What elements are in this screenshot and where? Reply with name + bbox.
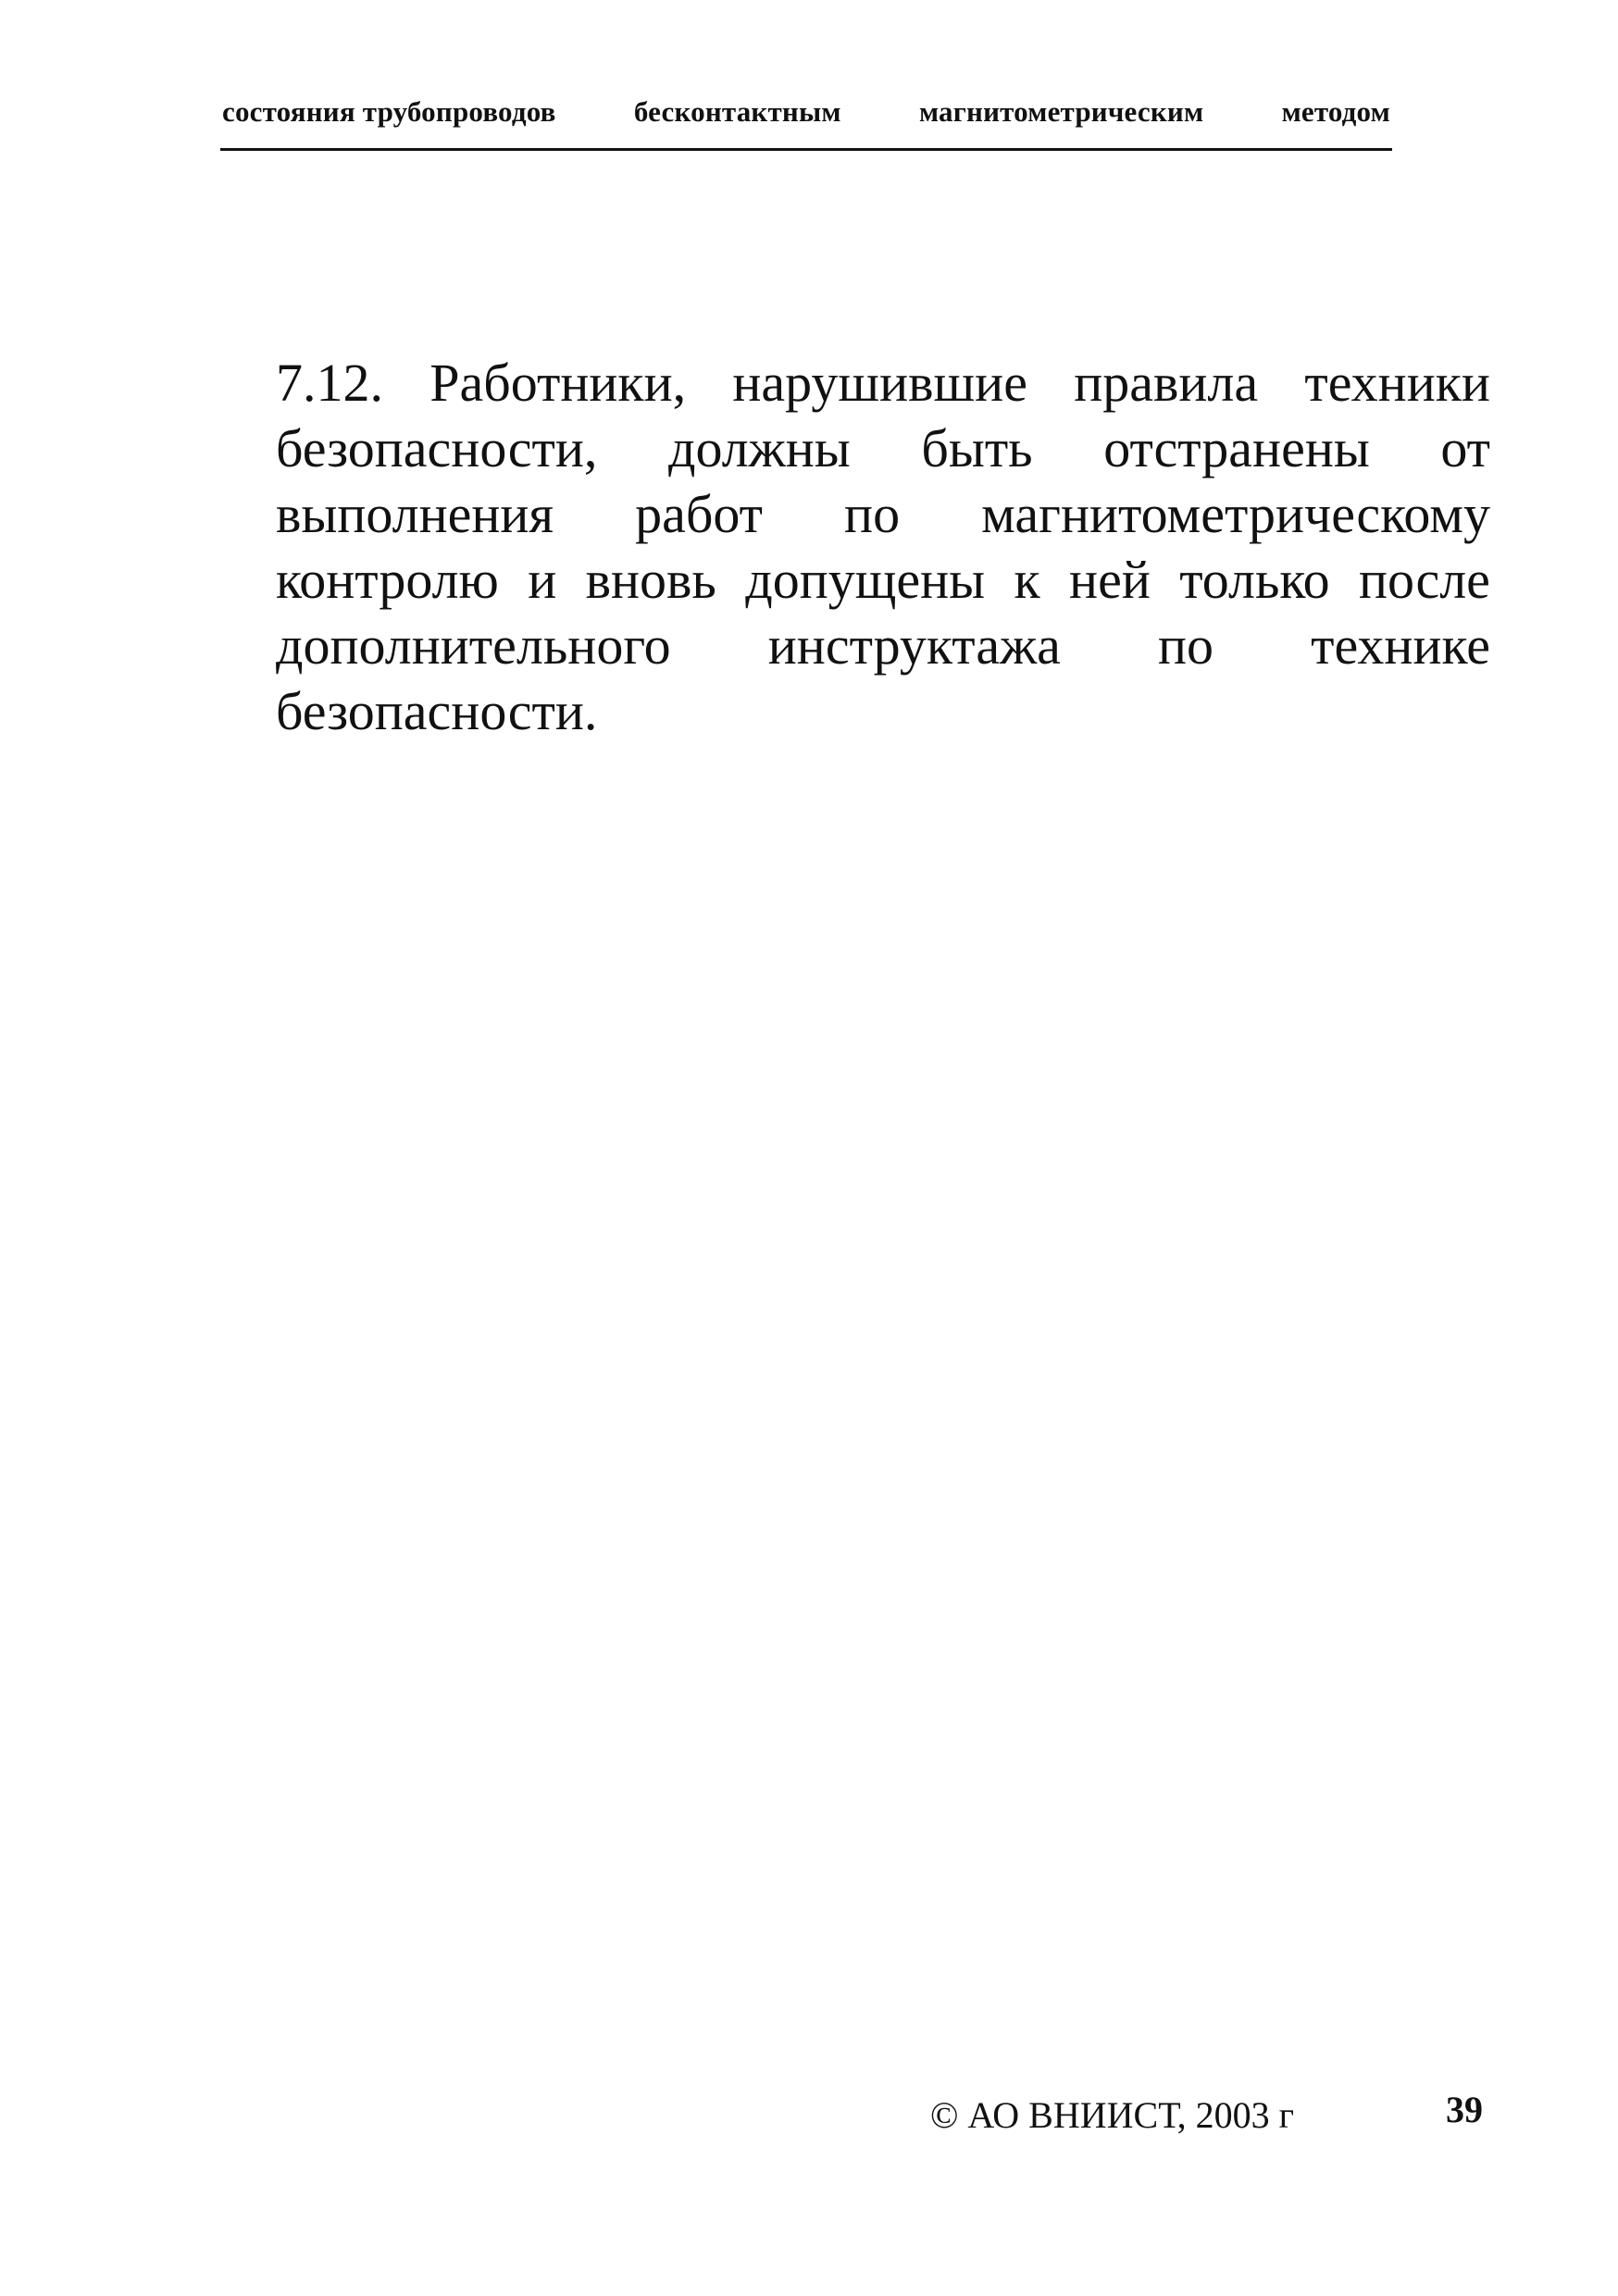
word: безопасности,: [276, 418, 598, 478]
word: по: [1157, 615, 1214, 676]
word: работ: [635, 484, 763, 544]
word: магнитометрическому: [981, 484, 1490, 544]
paragraph-line: [276, 481, 1490, 547]
word: ней: [1069, 550, 1151, 610]
word: и: [528, 550, 557, 610]
word: должны: [667, 418, 851, 478]
header-divider: [220, 148, 1392, 151]
word: инструктажа: [767, 615, 1061, 676]
word: выполнения: [276, 484, 554, 544]
word: после: [1359, 550, 1490, 610]
paragraph-line: [276, 613, 1490, 678]
paragraph-line: [276, 678, 1490, 744]
word: допущены: [745, 550, 986, 610]
word: нарушившие: [732, 353, 1027, 413]
word: вновь: [585, 550, 716, 610]
word: правила: [1074, 353, 1259, 413]
word: техники: [1304, 353, 1490, 413]
running-header-part: состояния трубопроводов: [222, 95, 556, 128]
word: отстранены: [1103, 418, 1370, 478]
running-header-part: методом: [1281, 95, 1390, 128]
word: быть: [921, 418, 1033, 478]
paragraph-line: [276, 350, 1490, 416]
word: 7.12.: [276, 353, 383, 413]
footer-copyright: © АО ВНИИСТ, 2003 г: [930, 2094, 1295, 2136]
word: к: [1014, 550, 1040, 610]
running-header-part: бесконтактным: [633, 95, 841, 128]
word: только: [1179, 550, 1330, 610]
paragraph-7-12: [276, 350, 1490, 744]
paragraph-line: [276, 547, 1490, 613]
word: от: [1440, 418, 1490, 478]
word: технике: [1311, 615, 1490, 676]
word: Работники,: [429, 353, 687, 413]
word: безопасности.: [276, 681, 598, 741]
word: по: [844, 484, 901, 544]
paragraph-line: [276, 416, 1490, 481]
running-header: [222, 91, 1390, 133]
word: контролю: [276, 550, 499, 610]
running-header-part: магнитометрическим: [918, 95, 1204, 128]
word: дополнительного: [276, 615, 671, 676]
page-number: 39: [1446, 2089, 1483, 2130]
